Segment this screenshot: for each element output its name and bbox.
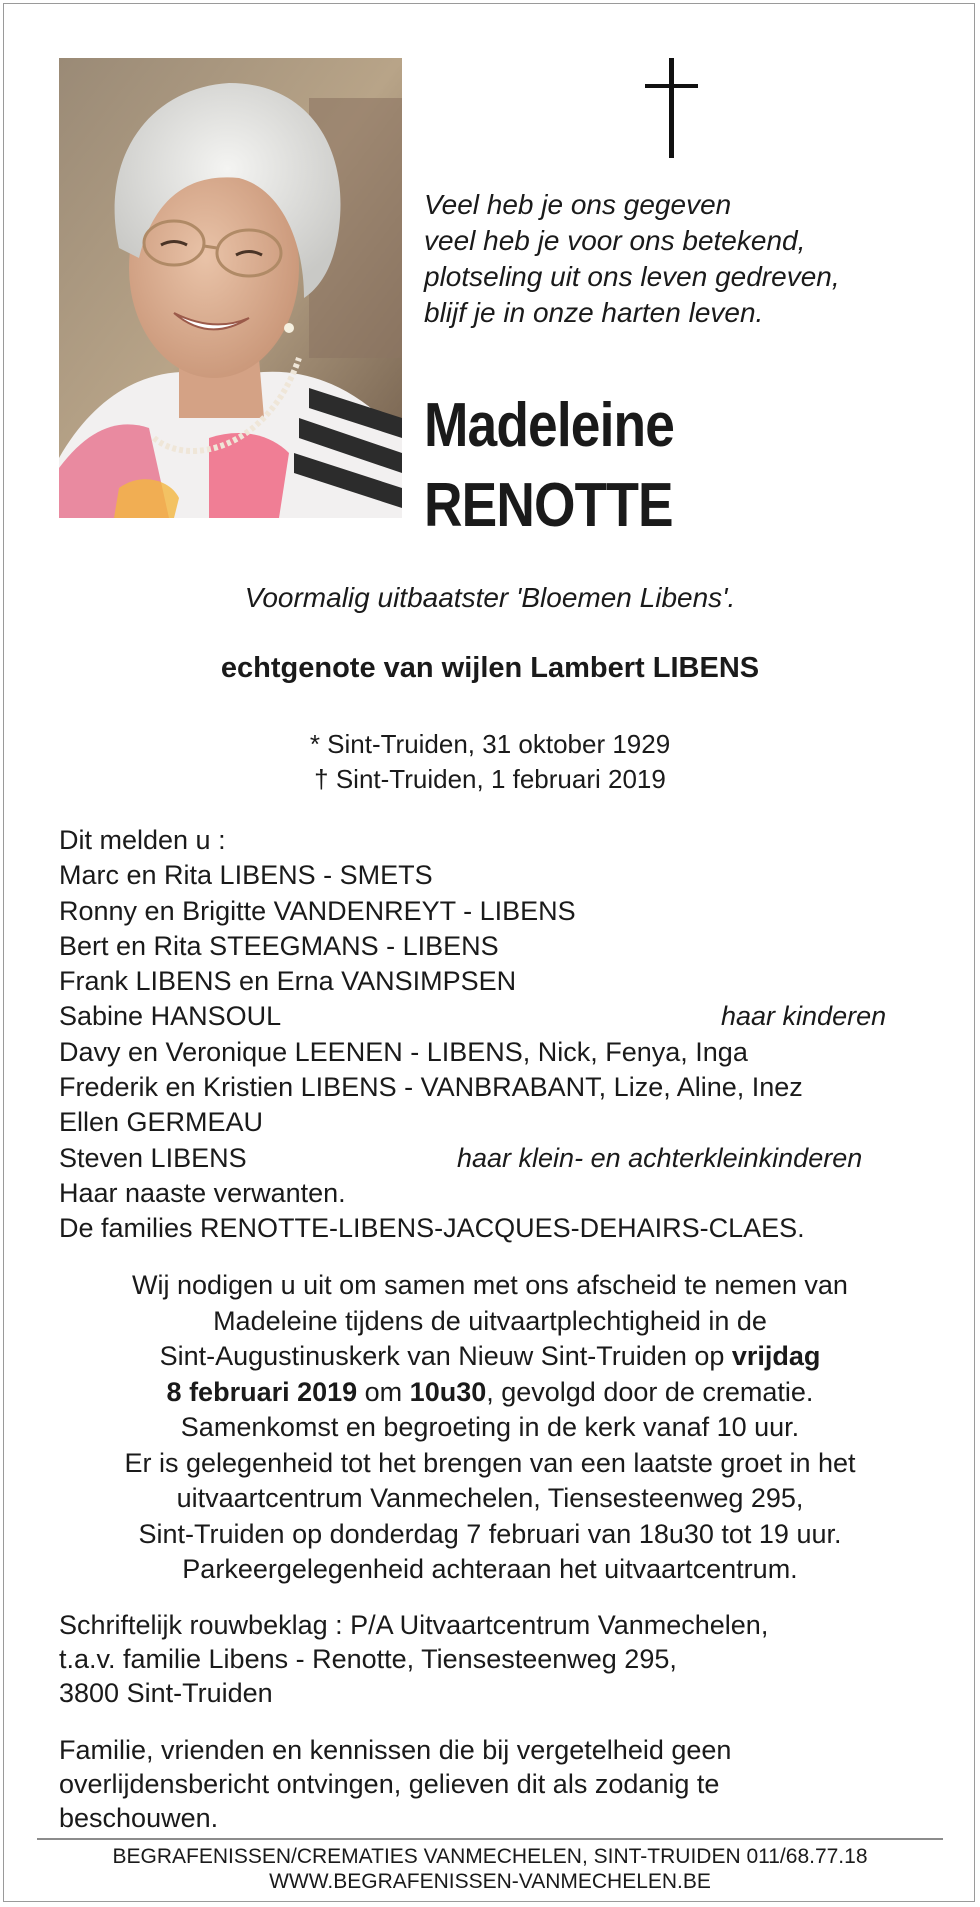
family-note: [59, 1733, 731, 1835]
grandchildren-label: haar klein- en achterkleinkinderen: [457, 1142, 863, 1173]
funeral-invitation: [40, 1268, 940, 1588]
invitation-line: Sint-Truiden op donderdag 7 februari van 18u30 tot 19 uur.: [138, 1518, 842, 1549]
mourner-line: Ronny en Brigitte VANDENREYT - LIBENS: [59, 895, 576, 926]
family-note-line: Familie, vrienden en kennissen die bij vergetelheid geen: [59, 1735, 732, 1765]
invitation-line: Parkeergelegenheid achteraan het uitvaartcentrum.: [182, 1554, 798, 1584]
mourners-intro: Dit melden u :: [59, 825, 226, 855]
condolence-line: Schriftelijk rouwbeklag : P/A Uitvaartcentrum Vanmechelen,: [59, 1610, 769, 1640]
invitation-line: Madeleine tijdens de uitvaartplechtigheid in de: [213, 1305, 767, 1336]
invitation-line: uitvaartcentrum Vanmechelen, Tiensesteenweg 295,: [176, 1483, 804, 1513]
invitation-line: Sint-Augustinuskerk van Nieuw Sint-Truiden op vrijdag: [159, 1341, 821, 1371]
mourner-line: Frank LIBENS en Erna VANSIMPSEN: [59, 966, 517, 997]
memorial-poem: [424, 187, 944, 331]
cross-icon: [642, 58, 702, 158]
funeral-time: 10u30: [409, 1376, 487, 1407]
invitation-line: Er is gelegenheid tot het brengen van een laatste groet in het: [124, 1447, 856, 1478]
mourner-line: Bert en Rita STEEGMANS - LIBENS: [59, 930, 499, 961]
footer-divider: [37, 1838, 943, 1840]
mourner-line: Sabine HANSOUL: [59, 1001, 282, 1032]
family-note-line: overlijdensbericht ontvingen, gelieven dit als zodanig te: [59, 1769, 720, 1799]
poem-line: plotseling uit ons leven gedreven,: [424, 261, 840, 292]
mourner-line: Marc en Rita LIBENS - SMETS: [59, 860, 433, 891]
invitation-line: Wij nodigen u uit om samen met ons afscheid te nemen van: [132, 1270, 848, 1300]
first-name: Madeleine: [424, 391, 675, 460]
family-note-line: beschouwen.: [59, 1803, 219, 1833]
footer-company: BEGRAFENISSEN/CREMATIES VANMECHELEN, SINT-TRUIDEN 011/68.77.18: [112, 1845, 868, 1868]
poem-line: veel heb je voor ons betekend,: [424, 225, 806, 256]
portrait-photo: [59, 58, 402, 518]
mourner-line: Ellen GERMEAU: [59, 1107, 264, 1138]
mourner-line-group: [59, 1141, 919, 1176]
last-name: RENOTTE: [424, 471, 673, 540]
funeral-date: 8 februari 2019: [166, 1376, 358, 1407]
deceased-name: [424, 386, 674, 546]
children-label: haar kinderen: [721, 1001, 887, 1032]
mourner-line: De families RENOTTE-LIBENS-JACQUES-DEHAIRS-CLAES.: [59, 1213, 805, 1244]
mourner-line: Haar naaste verwanten.: [59, 1177, 346, 1208]
birth-line: * Sint-Truiden, 31 oktober 1929: [309, 729, 671, 759]
condolence-line: t.a.v. familie Libens - Renotte, Tiensesteenweg 295,: [59, 1644, 677, 1674]
poem-line: blijf je in onze harten leven.: [424, 297, 764, 328]
condolence-line: 3800 Sint-Truiden: [59, 1678, 273, 1708]
mourner-line: Davy en Veronique LEENEN - LIBENS, Nick, Fenya, Inga: [59, 1036, 748, 1067]
mourner-line: Frederik en Kristien LIBENS - VANBRABANT, Lize, Aline, Inez: [59, 1072, 803, 1103]
funeral-day: vrijdag: [731, 1341, 821, 1371]
mourners-list: [59, 823, 919, 1247]
death-line: † Sint-Truiden, 1 februari 2019: [314, 764, 666, 794]
condolence-address: [59, 1608, 768, 1710]
poem-line: Veel heb je ons gegeven: [424, 189, 732, 220]
mourner-line: Steven LIBENS: [59, 1142, 247, 1173]
invitation-line: 8 februari 2019 om 10u30, gevolgd door de crematie.: [166, 1376, 814, 1407]
mourner-line-group: [59, 999, 919, 1034]
spouse-line: echtgenote van wijlen Lambert LIBENS: [220, 652, 760, 684]
invitation-line: Samenkomst en begroeting in de kerk vanaf 10 uur.: [180, 1412, 800, 1442]
footer-website: WWW.BEGRAFENISSEN-VANMECHELEN.BE: [269, 1870, 711, 1893]
occupation-subtitle: Voormalig uitbaatster 'Bloemen Libens'.: [244, 582, 736, 613]
